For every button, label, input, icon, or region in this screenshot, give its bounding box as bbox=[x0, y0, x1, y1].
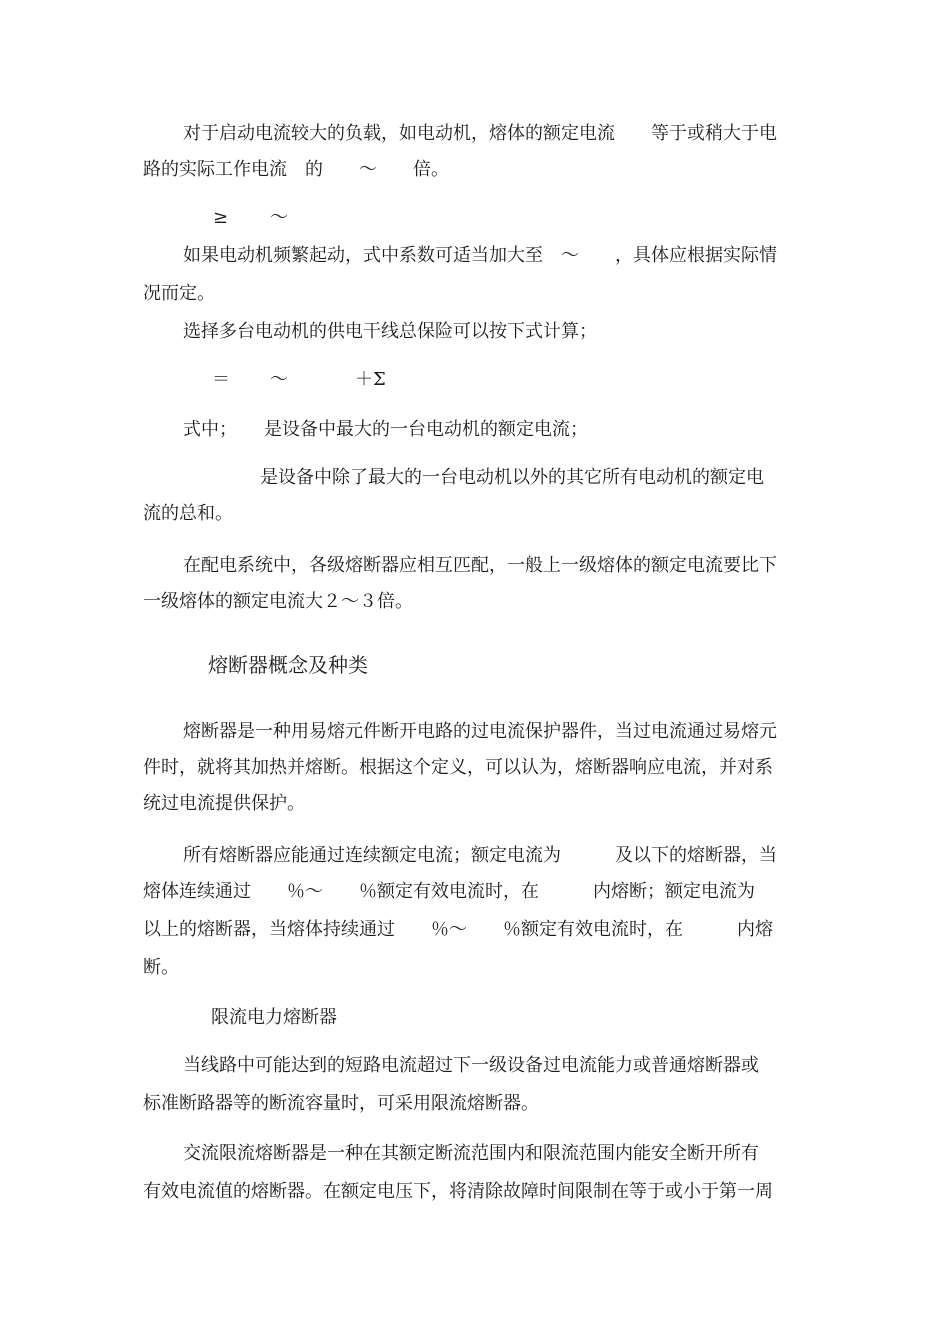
para9-line2: 标准断路器等的断流容量时，可采用限流熔断器。 bbox=[143, 1093, 539, 1114]
section-heading-current-limiting-fuse: 限流电力熔断器 bbox=[211, 1007, 337, 1028]
para2-line1: 如果电动机频繁起动，式中系数可适当加大至 ～ ，具体应根据实际情 bbox=[183, 245, 777, 266]
para8-line3: 以上的熔断器，当熔体持续通过 ％～ ％额定有效电流时，在 内熔 bbox=[143, 919, 773, 940]
para8-line4: 断。 bbox=[143, 957, 179, 978]
formula2-eq: ＝ bbox=[212, 369, 230, 390]
para4-line1: 式中； 是设备中最大的一台电动机的额定电流； bbox=[183, 419, 588, 440]
para10-line1: 交流限流熔断器是一种在其额定断流范围内和限流范围内能安全断开所有 bbox=[183, 1143, 759, 1164]
para6-line2: 一级熔体的额定电流大２～３倍。 bbox=[143, 591, 413, 612]
para8-line2: 熔体连续通过 ％～ ％额定有效电流时，在 内熔断；额定电流为 bbox=[143, 881, 755, 902]
section-heading-fuse-concept: 熔断器概念及种类 bbox=[208, 653, 368, 677]
formula2-tilde: ～ bbox=[270, 369, 288, 390]
para3-line1: 选择多台电动机的供电干线总保险可以按下式计算； bbox=[183, 321, 597, 342]
para5-line1: 是设备中除了最大的一台电动机以外的其它所有电动机的额定电 bbox=[260, 467, 764, 488]
formula1-ge: ≥ bbox=[213, 207, 229, 228]
formula2-plus-sigma: ＋Σ bbox=[355, 369, 386, 390]
para2-line2: 况而定。 bbox=[143, 283, 215, 304]
para8-line1: 所有熔断器应能通过连续额定电流；额定电流为 及以下的熔断器，当 bbox=[183, 845, 777, 866]
para7-line3: 统过电流提供保护。 bbox=[143, 793, 305, 814]
para7-line2: 件时，就将其加热并熔断。根据这个定义，可以认为，熔断器响应电流，并对系 bbox=[143, 757, 773, 778]
para9-line1: 当线路中可能达到的短路电流超过下一级设备过电流能力或普通熔断器或 bbox=[183, 1055, 759, 1076]
para1-line2: 路的实际工作电流 的 ～ 倍。 bbox=[143, 159, 449, 180]
formula1-tilde: ～ bbox=[270, 207, 288, 228]
para5-line2: 流的总和。 bbox=[143, 503, 233, 524]
para1-line1: 对于启动电流较大的负载，如电动机，熔体的额定电流 等于或稍大于电 bbox=[183, 123, 777, 144]
para10-line2: 有效电流值的熔断器。在额定电压下，将清除故障时间限制在等于或小于第一周 bbox=[143, 1181, 773, 1202]
para6-line1: 在配电系统中，各级熔断器应相互匹配，一般上一级熔体的额定电流要比下 bbox=[183, 555, 777, 576]
para7-line1: 熔断器是一种用易熔元件断开电路的过电流保护器件，当过电流通过易熔元 bbox=[183, 721, 777, 742]
